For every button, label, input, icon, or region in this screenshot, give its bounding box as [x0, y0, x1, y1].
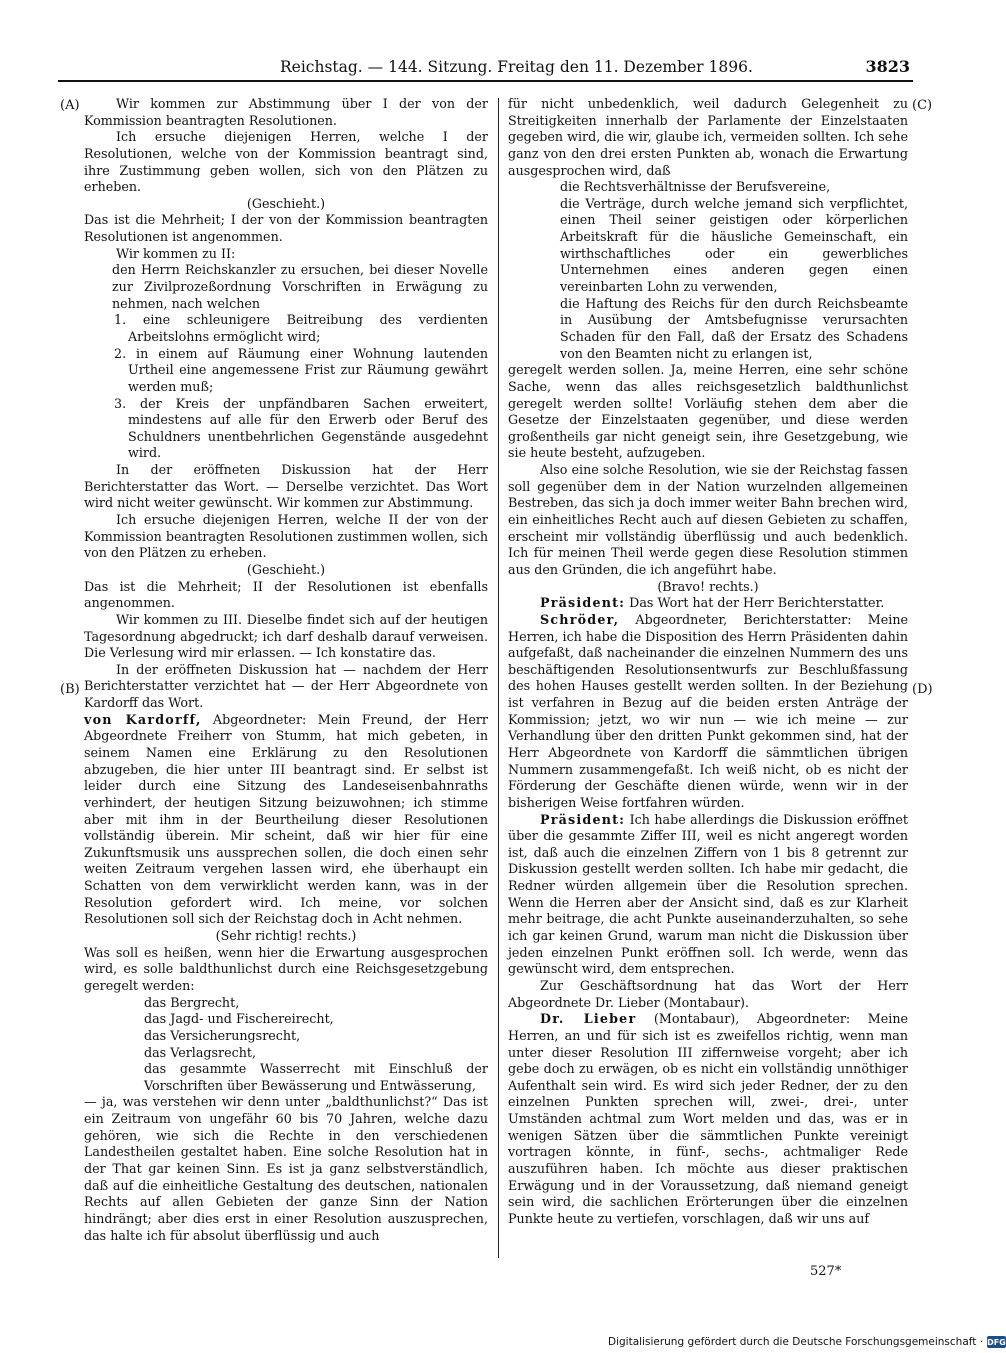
interjection: (Geschieht.) [246, 195, 326, 211]
interjection: (Bravo! rechts.) [657, 578, 759, 594]
interjection: (Sehr richtig! rechts.) [215, 928, 357, 944]
paragraph: In der eröffneten Diskussion hat der Herr Berichterstatter das Wort. — Derselbe verzichtet. Das Wort wird nicht weiter gewünscht. Wir kommen zur Abstimmung. [84, 462, 488, 511]
paragraph: Zur Geschäftsordnung hat das Wort der Herr Abgeordnete Dr. Lieber (Montabaur). [508, 977, 908, 1010]
paragraph: In der eröffneten Diskussion hat — nachdem der Herr Berichterstatter verzichtet hat — der Herr Abgeordnete von Kardorff das Wort. [84, 661, 488, 711]
quoted-resolution: den Herrn Reichskanzler zu ersuchen, bei dieser Novelle zur Zivilprozeßordnung Vorschriften in Erwägung zu nehmen, nach welchen [112, 262, 488, 311]
dfg-logo: DFG [987, 1337, 1006, 1347]
signature-mark: 527* [810, 1264, 842, 1279]
speaker-name: von Kardorff, [84, 711, 202, 727]
margin-mark-d: (D) [912, 682, 933, 697]
margin-mark-b: (B) [60, 682, 80, 697]
speaker-name: Dr. Lieber [540, 1011, 637, 1027]
running-header [280, 55, 910, 79]
margin-mark-c: (C) [912, 98, 933, 113]
paragraph: geregelt werden sollen. Ja, meine Herren, eine sehr schöne Sache, wenn das alles reichsgesetzlich baldthunlichst geregelt werden sollte! Vorläufig stehen dem aber die Gesetze der Einzelstaaten gegenüber, und diese werden großentheils gar nicht geneigt sein, ihre Gesetzgebung, wie sie heute besteht, aufzugeben. [508, 362, 908, 461]
speaker-name: Präsident: [540, 811, 626, 827]
speech-text: Das Wort hat der Herr Berichterstatter. [625, 595, 885, 611]
speech-text: Abgeordneter, Berichterstatter: Meine Herren, ich habe die Disposition des Herrn Präsidenten dahin aufgefaßt, daß nacheinander die einzelnen Nummern des uns beschäftigenden Resolutionsentwurfs zur Beschlußfassung des hohen Hauses gestellt werden sollten. In der Beziehung ist verfahren in Bezug auf die beiden ersten Anträge der Kommission; jetzt, wo wir nun — wie ich meine — zur Verhandlung über den dritten Punkt gekommen sind, hat der Herr Abgeordnete von Kardorff die sämmtlichen übrigen Nummern zusammengefaßt. Ich weiß nicht, ob es nicht der Förderung der Geschäfte dienen würde, wenn wir in der bisherigen Weise fortfahren würden. [508, 611, 908, 810]
column-divider [498, 98, 499, 1258]
speech-paragraph [508, 812, 908, 978]
speaker-name: Schröder, [540, 611, 620, 627]
left-column [84, 96, 488, 1244]
interjection: (Geschieht.) [246, 561, 326, 577]
speech-paragraph [508, 612, 908, 812]
speech-text: (Montabaur), Abgeordneter: Meine Herren, an und für sich ist es zweifellos richtig, wenn man unter dieser Resolution III ziffernweise vorgeht; aber ich gebe doch zu erwägen, ob es nicht ein vollständig unnöthiger Aufenthalt sein wird. Es wird sich jeder Redner, der zu den einzelnen Punkten sprechen will, zwei-, drei-, unter Umständen achtmal zum Wort melden und das, was er in wenigen Sätzen über die sämmtlichen Punkte vereinigt vortragen könnte, in fünf-, sechs-, achtmaliger Rede auszuführen haben. Ich möchte aus dieser praktischen Erwägung und in der Voraussetzung, daß niemand geneigt sein wird, die sachlichen Erörterungen über die einzelnen Punkte heute zu vertiefen, vorschlagen, daß wir uns auf [508, 1011, 908, 1226]
list-item: 1. eine schleunigere Beitreibung des verdienten Arbeitslohns ermöglicht wird; [114, 312, 488, 344]
margin-mark-a: (A) [60, 98, 80, 113]
list-item: 2. in einem auf Räumung einer Wohnung lautenden Urtheil eine angemessene Frist zur Räumung gewährt werden muß; [114, 345, 488, 394]
list-item: das Bergrecht, [144, 994, 240, 1010]
footer-text: Digitalisierung gefördert durch die Deutsche Forschungsgemeinschaft · [608, 1336, 984, 1348]
paragraph: Wir kommen zur Abstimmung über I der von der Kommission beantragten Resolutionen. [84, 96, 488, 128]
paragraph: für nicht unbedenklich, weil dadurch Gelegenheit zu Streitigkeiten innerhalb der Parlamente der Einzelstaaten gegeben wird, die wir, glaube ich, vermeiden sollten. Ich sehe ganz von den drei ersten Punkten ab, wonach die Erwartung ausgesprochen wird, daß [508, 96, 908, 178]
paragraph: Wir kommen zu II: [116, 245, 236, 261]
speaker-name: Präsident: [540, 595, 626, 611]
list-item: die Rechtsverhältnisse der Berufsvereine, [560, 179, 831, 195]
list-item: 3. der Kreis der unpfändbaren Sachen erweitert, mindestens auf alle für den Erwerb oder Beruf des Schuldners unentbehrlichen Gegenstände ausgedehnt wird. [114, 395, 488, 461]
paragraph: Also eine solche Resolution, wie sie der Reichstag fassen soll gegenüber dem in der Nation wurzelnden allgemeinen Bestreben, das sich ja doch immer weiter Bahn brechen wird, ein einheitliches Recht auch auf diesen Gebieten zu schaffen, erscheint mir vollständig überflüssig und auch bedenklich. Ich für meinen Theil werde gegen diese Resolution stimmen aus den Gründen, die ich angeführt habe. [508, 462, 908, 577]
right-column [508, 96, 908, 1228]
speech-paragraph [508, 595, 908, 612]
speech-text: Abgeordneter: Mein Freund, der Herr Abgeordnete Freiherr von Stumm, hat mich gebeten, in seinem Namen eine Erklärung zu den Resolutionen abzugeben, die hier unter III beantragt sind. Er selbst ist leider durch eine Sitzung des Landeseisenbahnraths verhindert, der heutigen Sitzung beizuwohnen; ich stimme aber mit ihm in der Beurtheilung dieser Resolutionen vollständig überein. Mir scheint, daß wir hier für eine Zukunftsmusik uns aussprechen sollen, die doch einen sehr weiten Zeitraum vergehen lassen wird, ehe überhaupt ein Schatten von dem verwirklicht werden kann, was in der Resolution gefordert wird. Ich meine, vor solchen Resolutionen soll sich der Reichstag doch in Acht nehmen. [84, 711, 488, 927]
speech-text: Ich habe allerdings die Diskussion eröffnet über die gesammte Ziffer III, weil es nicht angeregt worden ist, daß auch die einzelnen Ziffern von 1 bis 8 getrennt zur Diskussion gestellt werden sollten. Ich habe mir gedacht, die Redner würden allgemein über die Resolution sprechen. Wenn die Herren aber der Ansicht sind, daß es zur Klarheit mehr beitrage, die acht Punkte auseinanderzuhalten, so sehe ich gar keinen Grund, warum man nicht die Diskussion über jeden einzelnen Punkt eröffnen soll. Ich werde, wenn das gewünscht wird, dem entsprechen. [508, 811, 908, 977]
speech-paragraph [508, 1011, 908, 1227]
list-item: die Haftung des Reichs für den durch Reichsbeamte in Ausübung der Amtsbefugnisse verursachten Schaden für den Fall, daß der Ersatz des Schadens von den Beamten nicht zu erlangen ist, [560, 295, 908, 361]
paragraph: Ich ersuche diejenigen Herren, welche II der von der Kommission beantragten Resolutionen zustimmen wollen, sich von den Plätzen zu erheben. [84, 512, 488, 561]
paragraph: Das ist die Mehrheit; II der Resolutionen ist ebenfalls angenommen. [84, 578, 488, 611]
page-number: 3823 [865, 57, 910, 76]
paragraph: Das ist die Mehrheit; I der von der Kommission beantragten Resolutionen ist angenommen. [84, 212, 488, 245]
header-rule [58, 80, 913, 82]
list-item: die Verträge, durch welche jemand sich verpflichtet, einen Theil seiner geistigen oder körperlichen Arbeitskraft für die häusliche Gemeinschaft, ein wirthschaftliches oder ein gewerbliches Unternehmen eines anderen gegen einen vereinbarten Lohn zu verwenden, [560, 195, 908, 295]
footer [608, 1334, 1006, 1350]
list-item: das Verlagsrecht, [144, 1044, 257, 1060]
list-item: das Jagd- und Fischereirecht, [144, 1011, 334, 1027]
paragraph: Wir kommen zu III. Dieselbe findet sich auf der heutigen Tagesordnung abgedruckt; ich darf deshalb darauf verweisen. Die Verlesung wird mir erlassen. — Ich konstatire das. [84, 611, 488, 661]
paragraph: — ja, was verstehen wir denn unter „baldthunlichst?“ Das ist ein Zeitraum von ungefähr 60 bis 70 Jahren, welche dazu gehören, wie sich die Rechte in den verschiedenen Landestheilen gestaltet haben. Eine solche Resolution hat in der That gar keinen Sinn. Es ist ja ganz selbstverständlich, daß auf die einheitliche Gestaltung des deutschen, nationalen Rechts auf allen Gebieten der ganze Sinn der Nation hindrängt; aber dies erst in einer Resolution auszusprechen, das halte ich für absolut überflüssig und auch [84, 1094, 488, 1243]
list-item: das gesammte Wasserrecht mit Einschluß der Vorschriften über Bewässerung und Entwässerung, [144, 1061, 488, 1093]
list-item: das Versicherungsrecht, [144, 1027, 301, 1043]
paragraph: Ich ersuche diejenigen Herren, welche I der Resolutionen, welche von der Kommission beantragt sind, ihre Zustimmung geben wollen, sich von den Plätzen zu erheben. [84, 129, 488, 195]
paragraph: Was soll es heißen, wenn hier die Erwartung ausgesprochen wird, es solle baldthunlichst durch eine Reichsgesetzgebung geregelt werden: [84, 944, 488, 993]
speech-paragraph [84, 712, 488, 928]
header-title: Reichstag. — 144. Sitzung. Freitag den 11. Dezember 1896. [280, 58, 753, 76]
